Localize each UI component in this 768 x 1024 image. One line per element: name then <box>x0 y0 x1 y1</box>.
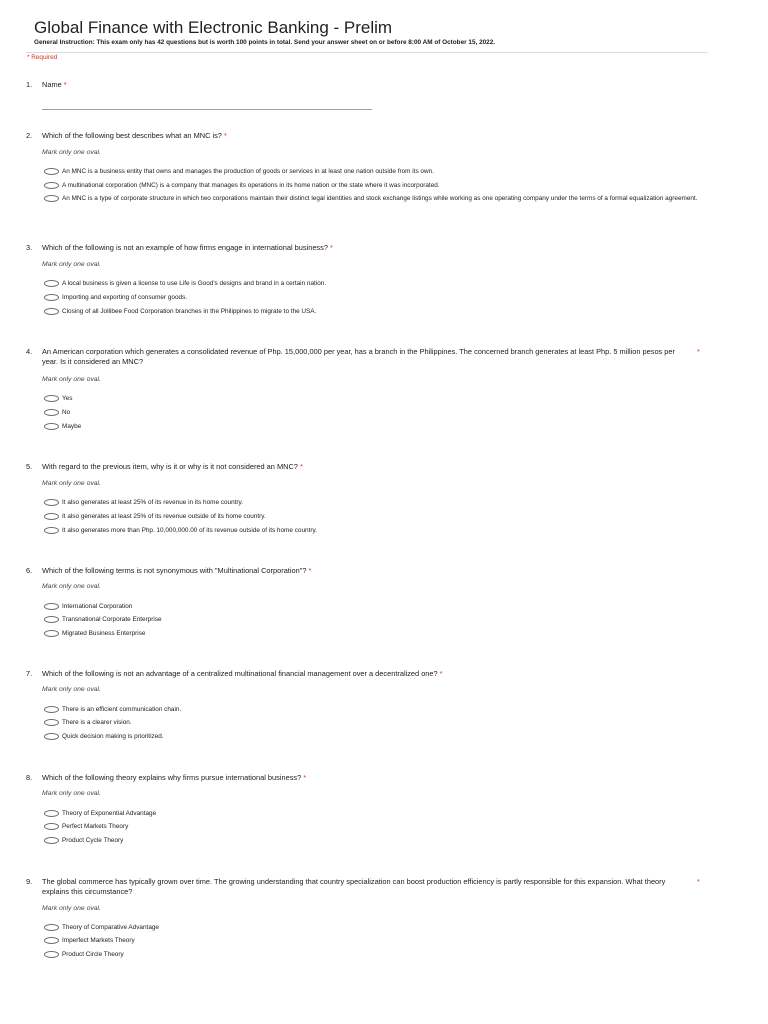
option-label: Theory of Comparative Advantage <box>62 924 159 931</box>
mark-only-one-hint: Mark only one oval. <box>42 376 101 383</box>
option-6-3[interactable] <box>44 629 704 639</box>
question-text: The global commerce has typically grown over time. The growing understanding that country specialization can boost production efficiency is partly responsible for this expansion. What theory explains this circumstance? <box>42 877 666 896</box>
mark-only-one-hint: Mark only one oval. <box>42 480 101 487</box>
option-label: International Corporation <box>62 603 133 610</box>
option-label: Theory of Exponential Advantage <box>62 810 157 817</box>
question-number: 8. <box>26 773 33 782</box>
option-8-3[interactable] <box>44 836 704 846</box>
option-4-1[interactable] <box>44 394 704 404</box>
radio-oval[interactable] <box>44 810 59 817</box>
option-label: A local business is given a license to use Life is Good's designs and brand in a certain nation. <box>62 280 327 287</box>
mark-only-one-hint: Mark only one oval. <box>42 583 101 590</box>
option-8-1[interactable] <box>44 809 704 819</box>
option-label: Quick decision making is prioritized. <box>62 733 164 740</box>
question-number: 4. <box>26 347 33 356</box>
mark-only-one-hint: Mark only one oval. <box>42 905 101 912</box>
option-label: Transnational Corporate Enterprise <box>62 616 162 623</box>
required-star: * <box>63 80 67 89</box>
radio-oval[interactable] <box>44 182 59 189</box>
option-7-3[interactable] <box>44 732 704 742</box>
option-3-2[interactable] <box>44 293 704 303</box>
radio-oval[interactable] <box>44 513 59 520</box>
radio-oval[interactable] <box>44 951 59 958</box>
question-text: Which of the following terms is not synonymous with "Multinational Corporation"? * <box>42 566 312 575</box>
question-text: With regard to the previous item, why is it or why is it not considered an MNC? * <box>42 462 303 471</box>
radio-oval[interactable] <box>44 499 59 506</box>
option-2-3[interactable] <box>44 194 704 204</box>
option-3-1[interactable] <box>44 279 704 289</box>
option-label: Product Cycle Theory <box>62 837 124 844</box>
option-label: Closing of all Jollibee Food Corporation branches in the Philippines to migrate to the USA. <box>62 308 317 315</box>
question-text: Which of the following best describes what an MNC is? * <box>42 131 227 140</box>
question-text: Which of the following is not an advantage of a centralized multinational financial management over a decentralized one? * <box>42 669 443 678</box>
question-text: Which of the following is not an example of how firms engage in international business? * <box>42 243 333 252</box>
option-8-2[interactable] <box>44 822 704 832</box>
radio-oval[interactable] <box>44 733 59 740</box>
option-label: No <box>62 409 71 416</box>
mark-only-one-hint: Mark only one oval. <box>42 686 101 693</box>
option-6-1[interactable] <box>44 602 704 612</box>
form-header <box>34 18 734 46</box>
required-star: * <box>303 773 307 782</box>
option-7-1[interactable] <box>44 705 704 715</box>
mark-only-one-hint: Mark only one oval. <box>42 261 101 268</box>
option-label: Maybe <box>62 423 82 430</box>
radio-oval[interactable] <box>44 395 59 402</box>
mark-only-one-hint: Mark only one oval. <box>42 790 101 797</box>
option-2-1[interactable] <box>44 167 704 177</box>
option-3-3[interactable] <box>44 307 704 317</box>
radio-oval[interactable] <box>44 308 59 315</box>
question-number: 5. <box>26 462 33 471</box>
required-star: * <box>223 131 227 140</box>
radio-oval[interactable] <box>44 280 59 287</box>
radio-oval[interactable] <box>44 924 59 931</box>
option-label: There is an efficient communication chain. <box>62 706 182 713</box>
option-label: There is a clearer vision. <box>62 719 132 726</box>
option-5-2[interactable] <box>44 512 704 522</box>
option-7-2[interactable] <box>44 718 704 728</box>
radio-oval[interactable] <box>44 527 59 534</box>
radio-oval[interactable] <box>44 630 59 637</box>
question-number: 3. <box>26 243 33 252</box>
option-label: Imperfect Markets Theory <box>62 937 135 944</box>
option-label: Yes <box>62 395 73 402</box>
radio-oval[interactable] <box>44 603 59 610</box>
option-label: An MNC is a business entity that owns and manages the production of goods or services in at least one nation outside from its own. <box>62 168 434 175</box>
radio-oval[interactable] <box>44 168 59 175</box>
question-number: 6. <box>26 566 33 575</box>
option-2-2[interactable] <box>44 181 704 191</box>
required-star: * <box>308 566 312 575</box>
required-star: * <box>299 462 303 471</box>
option-label: Product Circle Theory <box>62 951 124 958</box>
radio-oval[interactable] <box>44 294 59 301</box>
option-5-3[interactable] <box>44 526 704 536</box>
question-number: 2. <box>26 131 33 140</box>
radio-oval[interactable] <box>44 706 59 713</box>
option-label: It also generates more than Php. 10,000,000.00 of its revenue outside of its home country. <box>62 527 317 534</box>
option-5-1[interactable] <box>44 498 704 508</box>
radio-oval[interactable] <box>44 719 59 726</box>
option-4-2[interactable] <box>44 408 704 418</box>
radio-oval[interactable] <box>44 823 59 830</box>
question-text: An American corporation which generates a consolidated revenue of Php. 15,000,000 per year, has a branch in the Philippines. The concerned branch generates at least Php. 5 million pesos per year. Is it considered an MNC? <box>42 347 675 366</box>
option-label: It also generates at least 25% of its revenue in its home country. <box>62 499 244 506</box>
radio-oval[interactable] <box>44 195 59 202</box>
option-9-1[interactable] <box>44 923 704 933</box>
question-number: 9. <box>26 877 33 886</box>
radio-oval[interactable] <box>44 423 59 430</box>
option-4-3[interactable] <box>44 422 704 432</box>
question-number: 7. <box>26 669 33 678</box>
mark-only-one-hint: Mark only one oval. <box>42 149 101 156</box>
option-label: Perfect Markets Theory <box>62 823 129 830</box>
radio-oval[interactable] <box>44 937 59 944</box>
option-9-3[interactable] <box>44 950 704 960</box>
option-label: A multinational corporation (MNC) is a company that manages its operations in its home nation or the state where it was incorporated. <box>62 182 440 189</box>
radio-oval[interactable] <box>44 409 59 416</box>
option-label: It also generates at least 25% of its revenue outside of its home country. <box>62 513 266 520</box>
radio-oval[interactable] <box>44 616 59 623</box>
question-text: Which of the following theory explains why firms pursue international business? * <box>42 773 307 782</box>
option-6-2[interactable] <box>44 615 704 625</box>
option-label: An MNC is a type of corporate structure in which two corporations maintain their distinct legal identities and stock exchange listings while working as one operating company under the terms of a formal equalization agreement. <box>62 195 698 202</box>
required-note: * Required <box>27 54 58 61</box>
option-label: Migrated Business Enterprise <box>62 630 146 637</box>
general-instruction: General Instruction: This exam only has 42 questions but is worth 100 points in total. Send your answer sheet on or before 8:00 AM of October 15, 2022. <box>34 39 496 46</box>
option-9-2[interactable] <box>44 936 704 946</box>
required-star: * <box>330 243 333 252</box>
question-number: 1. <box>26 80 33 89</box>
required-star: * <box>697 347 700 356</box>
option-label: Importing and exporting of consumer goods. <box>62 294 188 301</box>
question-text: Name * <box>42 80 67 89</box>
required-star: * <box>697 877 700 886</box>
form-title: Global Finance with Electronic Banking - Prelim <box>34 18 393 37</box>
header-divider <box>26 52 708 53</box>
name-answer-line[interactable] <box>42 109 372 110</box>
radio-oval[interactable] <box>44 837 59 844</box>
required-star: * <box>439 669 443 678</box>
